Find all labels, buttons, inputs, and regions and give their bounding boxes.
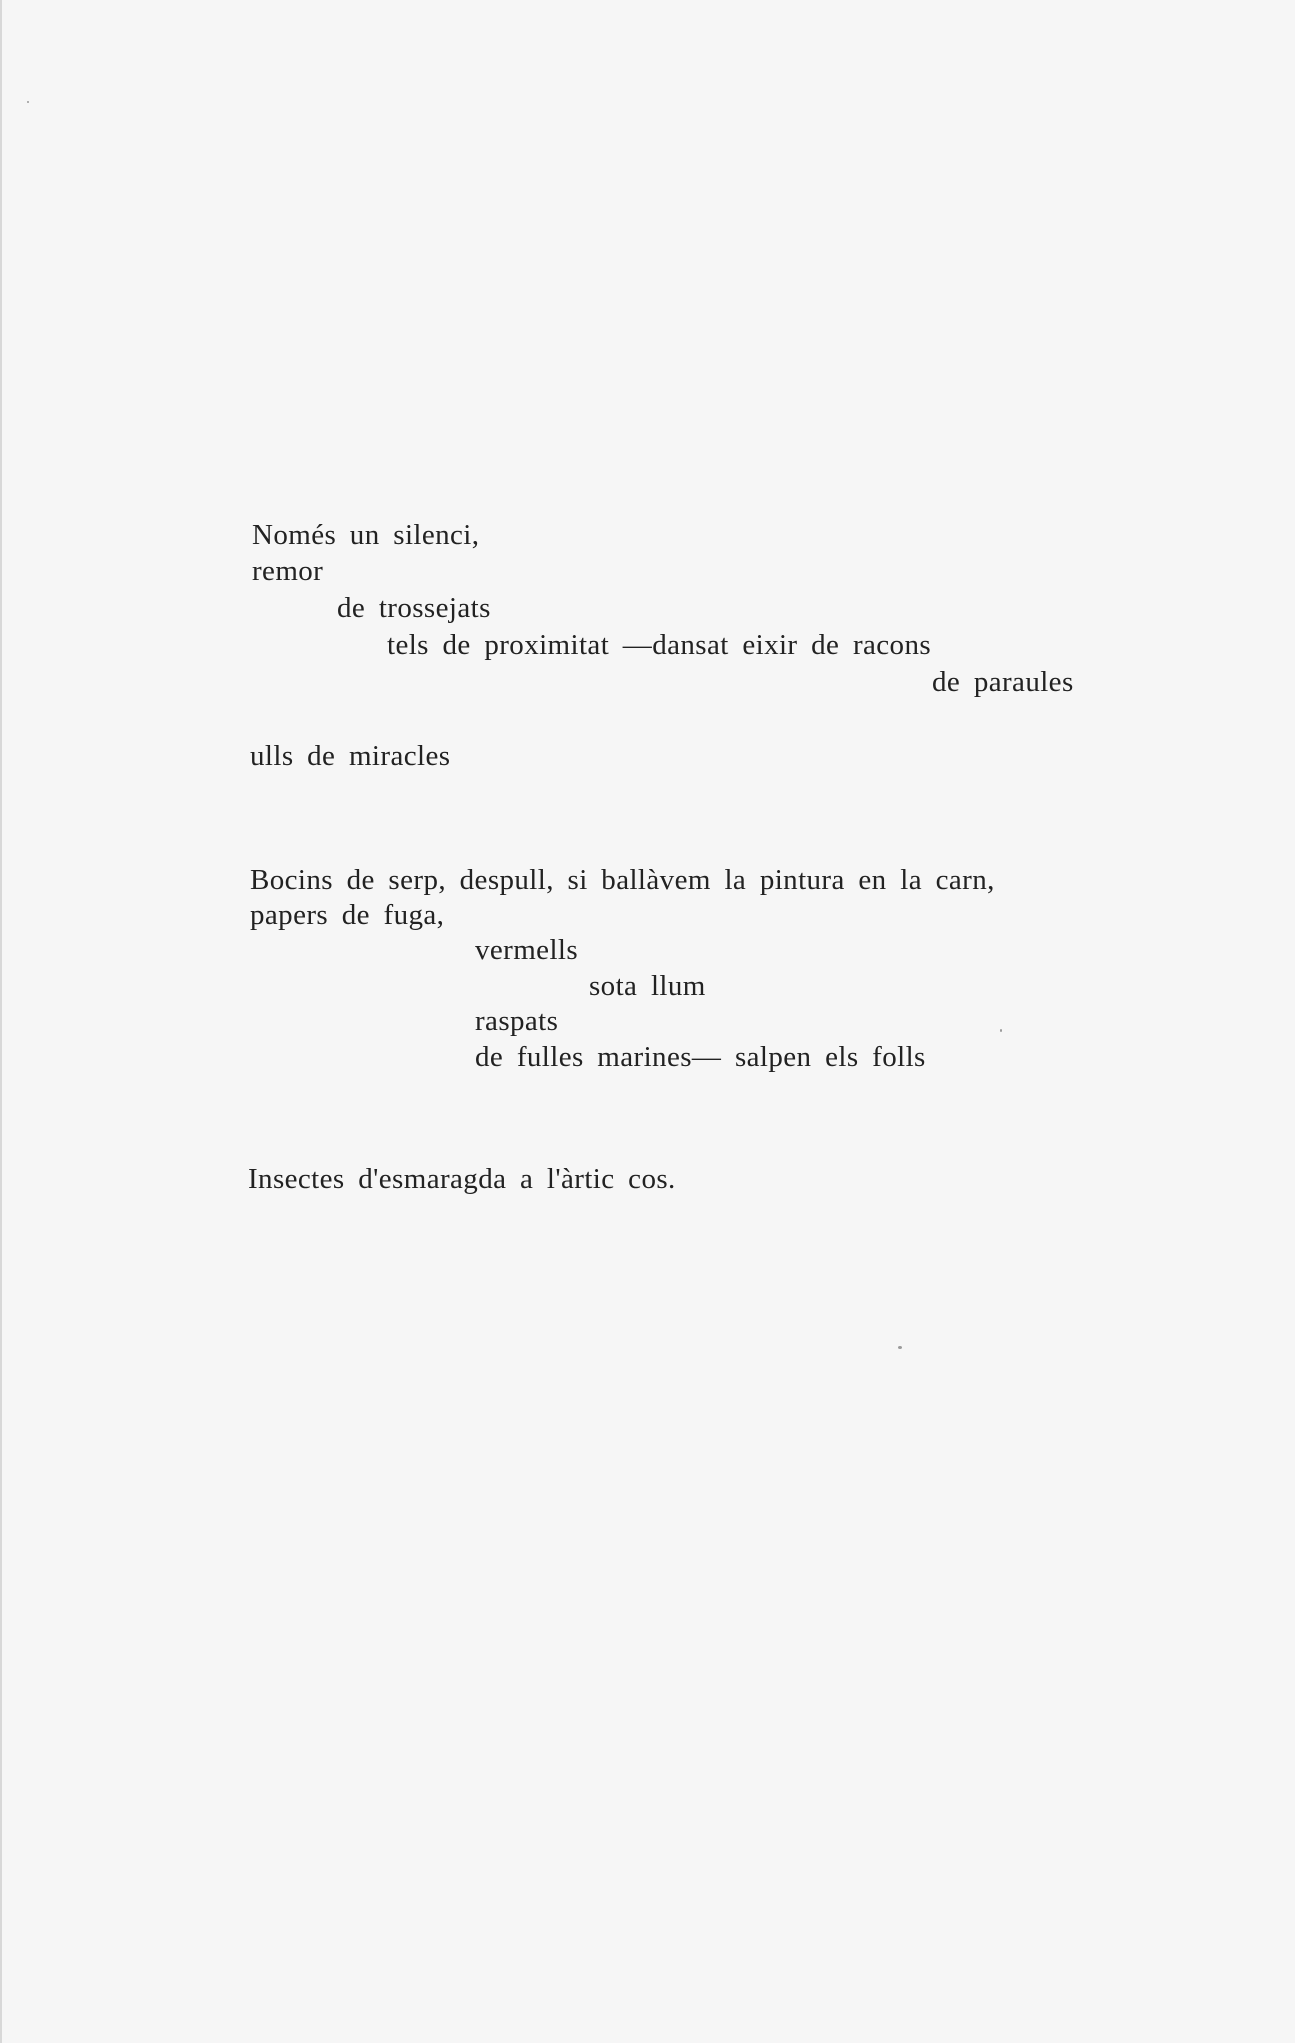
poem-line: raspats: [475, 1005, 559, 1037]
paper-speck: [898, 1346, 902, 1349]
poem-line: Bocins de serp, despull, si ballàvem la pintura en la carn,: [250, 864, 995, 896]
paper-speck: [27, 101, 29, 103]
page-edge: [1295, 0, 1299, 2043]
poem-line: Només un silenci,: [252, 519, 480, 551]
poem-line: remor: [252, 555, 324, 587]
poem-line: sota llum: [589, 970, 706, 1002]
poem-line: de trossejats: [337, 592, 491, 624]
poem-line: tels de proximitat —dansat eixir de racons: [387, 629, 932, 661]
poem-line: de paraules: [932, 666, 1074, 698]
paper-speck: [1000, 1029, 1002, 1032]
poem-line: vermells: [475, 934, 579, 966]
poem-line: papers de fuga,: [250, 899, 445, 931]
poem-line: ulls de miracles: [250, 740, 451, 772]
poem-line: de fulles marines— salpen els folls: [475, 1041, 926, 1073]
poem-line: Insectes d'esmaragda a l'àrtic cos.: [248, 1163, 676, 1195]
